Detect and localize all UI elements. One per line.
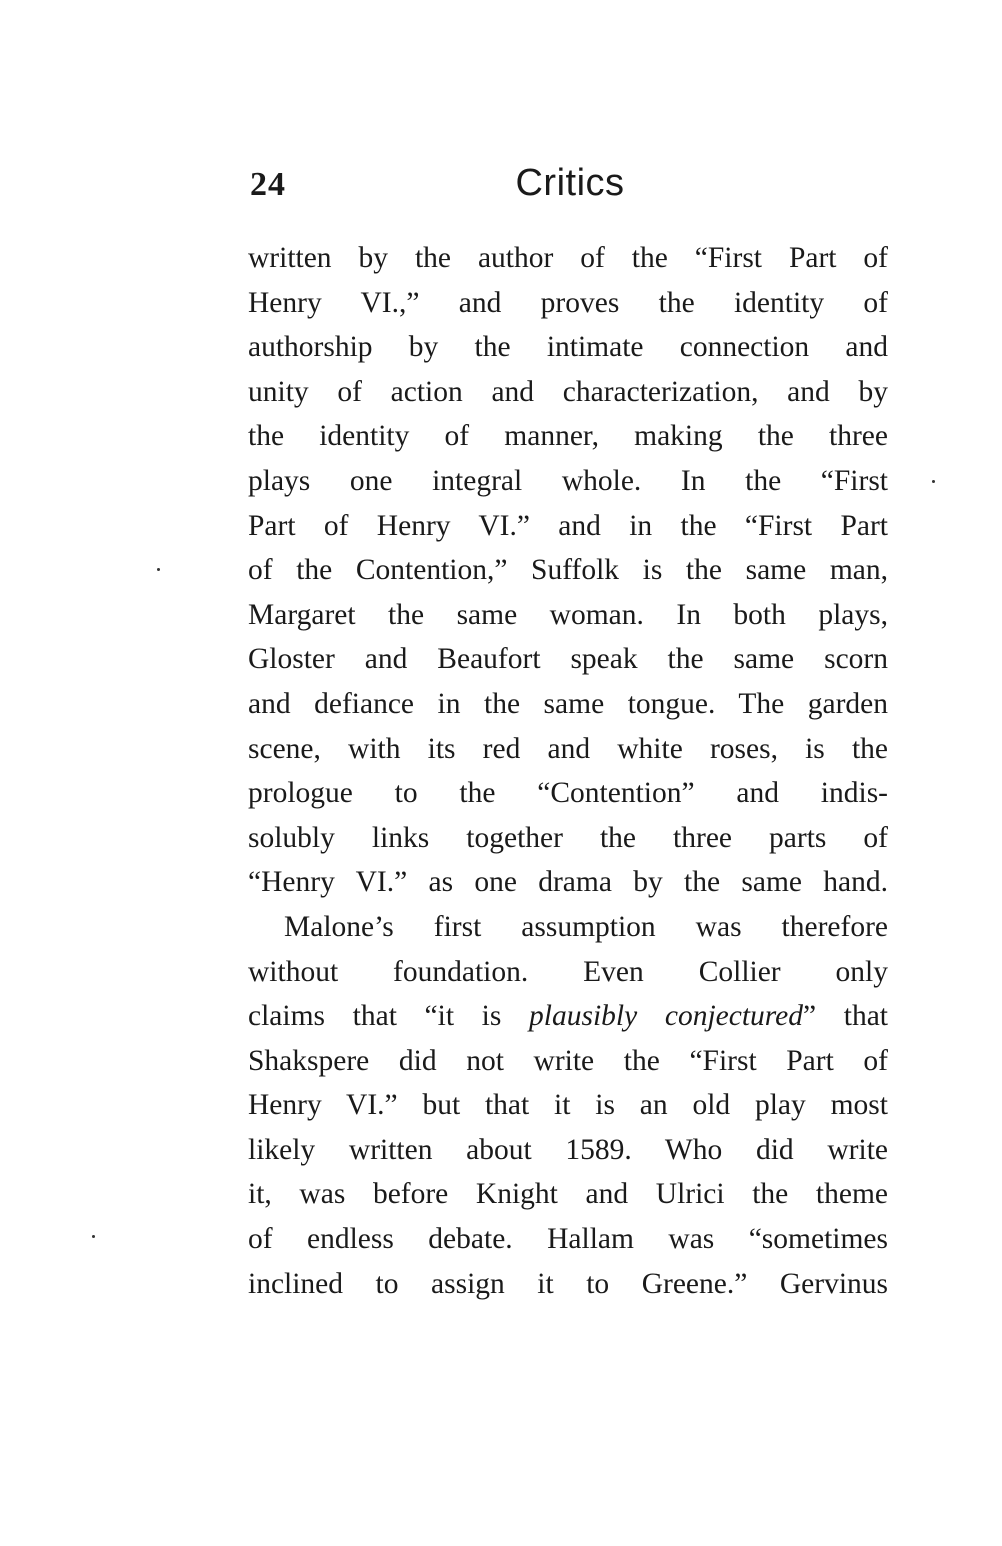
- text-line: Part of Henry VI.” and in the “First Part: [248, 509, 888, 542]
- text-line: plays one integral whole. In the “First: [248, 464, 888, 497]
- text-line: of the Contention,” Suffolk is the same man,: [248, 554, 888, 587]
- text-line: Margaret the same woman. In both plays,: [248, 598, 888, 631]
- text-line: inclined to assign it to Greene.” Gervinus: [248, 1267, 888, 1300]
- scan-speck: [92, 1235, 95, 1238]
- text-line: prologue to the “Contention” and indis-: [248, 777, 888, 810]
- text-line: Shakspere did not write the “First Part of: [248, 1044, 888, 1077]
- text-line: Henry VI.” but that it is an old play most: [248, 1089, 888, 1122]
- text-line: and defiance in the same tongue. The garden: [248, 687, 888, 720]
- running-head: Critics: [515, 162, 625, 204]
- text-line: solubly links together the three parts of: [248, 821, 888, 854]
- text-line: scene, with its red and white roses, is the: [248, 732, 888, 765]
- text-segment: ” that: [803, 1000, 888, 1033]
- scan-speck: [157, 568, 160, 571]
- text-line: likely written about 1589. Who did write: [248, 1133, 888, 1166]
- text-line: unity of action and characterization, and by: [248, 375, 888, 408]
- text-line: Gloster and Beaufort speak the same scorn: [248, 643, 888, 676]
- text-line-with-emphasis: [248, 994, 888, 1039]
- text-line: it, was before Knight and Ulrici the theme: [248, 1178, 888, 1211]
- page-number: 24: [250, 166, 286, 203]
- text-line: “Henry VI.” as one drama by the same hand.: [248, 866, 888, 899]
- paragraph-start-line: Malone’s first assumption was therefore: [284, 910, 888, 943]
- text-line: without foundation. Even Collier only: [248, 955, 888, 988]
- text-line: Henry VI.,” and proves the identity of: [248, 286, 888, 319]
- text-line: of endless debate. Hallam was “sometimes: [248, 1223, 888, 1256]
- scan-speck: [932, 480, 935, 483]
- text-line: the identity of manner, making the three: [248, 420, 888, 453]
- body-text: [248, 236, 888, 1306]
- text-line: authorship by the intimate connection and: [248, 331, 888, 364]
- text-segment: claims that “it is: [248, 1000, 530, 1033]
- text-line: written by the author of the “First Part of: [248, 242, 888, 274]
- italic-emphasis: plausibly conjectured: [529, 1000, 803, 1033]
